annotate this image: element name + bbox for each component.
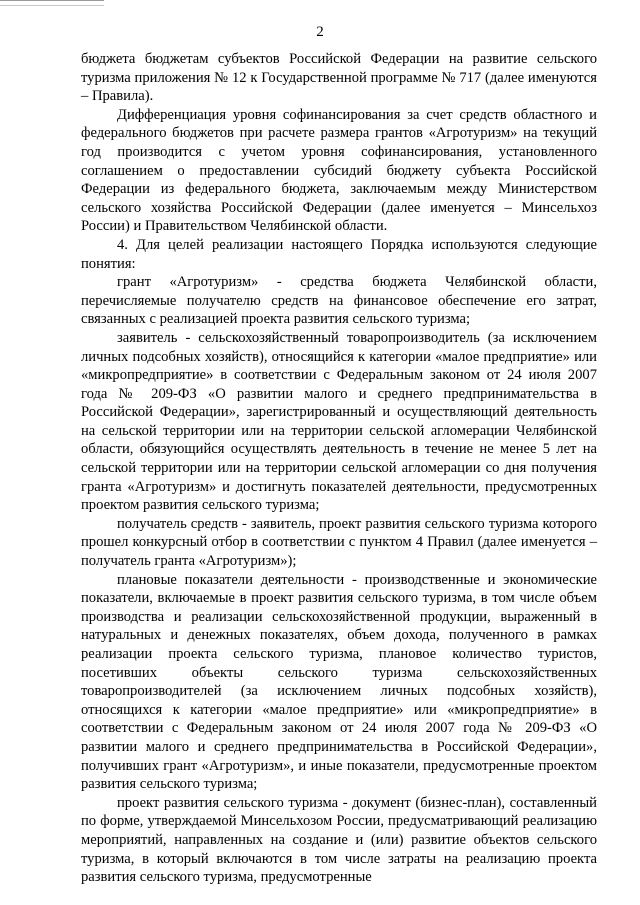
- definition-grant-agrotourism: грант «Агротуризм» - средства бюджета Челябинской области, перечисляемые получателю средств на финансовое обеспечение его затрат, связанных с реализацией проекта развития сельского туризма;: [81, 274, 597, 328]
- page-number: 2: [316, 24, 324, 40]
- definition-planned-indicators: плановые показатели деятельности - производственные и экономические показатели, включаемые в проект развития сельского туризма, в том числе объем производства и реализации сельскохозяйственной продукции, выраженный в натуральных и денежных показателях, объем дохода, полученного в рамках реализации проекта сельского туризма, плановое количество туристов, посетивших объекты сельского туризма сельскохозяйственных товаропроизводителей (за исключением личных подсобных хозяйств), относящихся к категории «малое предприятие» или «микропредприятие» в соответствии с Федеральным законом от 24 июля 2007 года № 209-ФЗ «О развитии малого и среднего предпринимательства в Российской Федерации», получивших грант «Агротуризм», и иные показатели, предусмотренные проектом развития сельского туризма;: [81, 571, 597, 793]
- definition-applicant: заявитель - сельскохозяйственный товаропроизводитель (за исключением личных подсобных хозяйств), относящийся к категории «малое предприятие» или «микропредприятие» в соответствии с Федеральным законом от 24 июля 2007 года № 209-ФЗ «О развитии малого и среднего предпринимательства в Российской Федерации», зарегистрированный и осуществляющий деятельность на сельской территории или на территории сельской агломерации Челябинской области, обязующийся осуществлять деятельность в течение не менее 5 лет на сельской территории или на территории сельской агломерации со дня получения гранта «Агротуризм» и достигнуть показателей деятельности, предусмотренных проектом развития сельского туризма;: [81, 329, 597, 514]
- definition-tourism-project: проект развития сельского туризма - документ (бизнес-план), составленный по форме, утверждаемой Минсельхозом России, предусматривающий реализацию мероприятий, направленных на создание и (или) развитие объектов сельского туризма, в который включаются в том числе затраты на реализацию проекта развития сельского туризма, предусмотренные: [81, 794, 597, 886]
- document-body: [81, 50, 597, 887]
- paragraph-1-continuation: бюджета бюджетам субъектов Российской Федерации на развитие сельского туризма приложения № 12 к Государственной программе № 717 (далее именуются – Правила).: [81, 51, 597, 105]
- top-divider-line: [0, 0, 104, 6]
- paragraph-cofinancing: Дифференциация уровня софинансирования за счет средств областного и федерального бюджетов при расчете размера грантов «Агротуризм» на текущий год производится с учетом уровня софинансирования, установленного соглашением о предоставлении субсидий бюджету субъекта Российской Федерации из федерального бюджета, заключаемым между Министерством сельского хозяйства Российской Федерации (далее именуется – Минсельхоз России) и Правительством Челябинской области.: [81, 106, 597, 235]
- paragraph-section-4-intro: 4. Для целей реализации настоящего Порядка используются следующие понятия:: [81, 236, 597, 272]
- definition-recipient: получатель средств - заявитель, проект развития сельского туризма которого прошел конкурсный отбор в соответствии с пунктом 4 Правил (далее именуется – получатель гранта «Агротуризм»);: [81, 515, 597, 570]
